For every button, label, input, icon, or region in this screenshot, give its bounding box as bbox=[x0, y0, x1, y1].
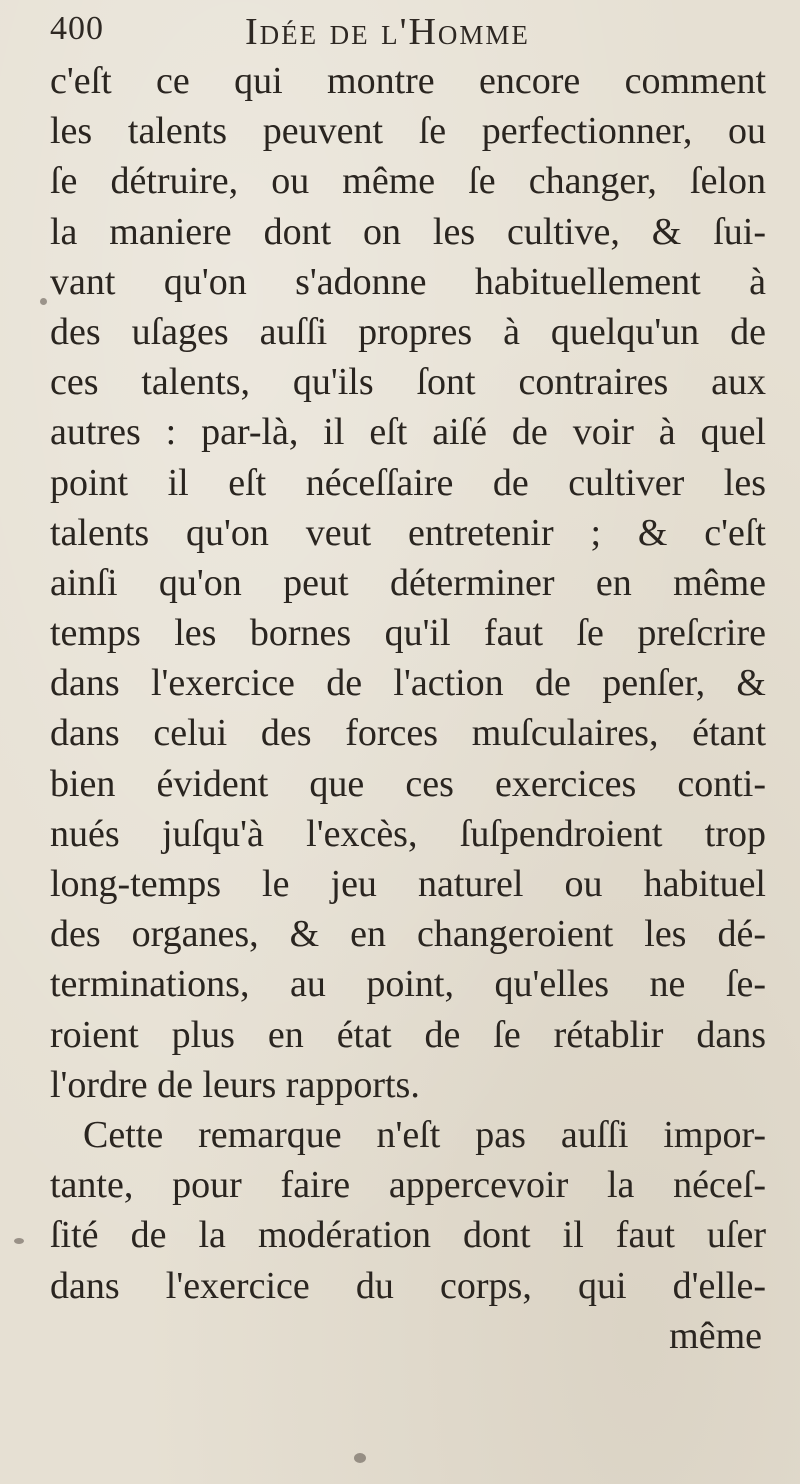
running-title: Idée de l'Homme bbox=[245, 11, 530, 53]
text-line: dans celui des forces muſculaires, étant bbox=[50, 712, 766, 755]
text-line: la maniere dont on les cultive, & ſui- bbox=[50, 210, 766, 253]
text-line: ſe détruire, ou même ſe changer, ſelon bbox=[50, 160, 766, 203]
text-line: les talents peuvent ſe perfectionner, ou bbox=[50, 110, 766, 153]
text-line: des organes, & en changeroient les dé- bbox=[50, 913, 766, 956]
running-head bbox=[50, 10, 770, 60]
text-line: autres : par-là, il eſt aiſé de voir à quel bbox=[50, 411, 766, 454]
text-line: bien évident que ces exercices conti- bbox=[50, 762, 766, 805]
text-line: c'eſt ce qui montre encore comment bbox=[50, 60, 766, 102]
catchword: même bbox=[669, 1314, 762, 1357]
text-line: point il eſt néceſſaire de cultiver les bbox=[50, 461, 766, 504]
paper-speck bbox=[40, 298, 47, 305]
text-line: tante, pour faire appercevoir la néceſ- bbox=[50, 1164, 766, 1207]
text-body bbox=[50, 56, 766, 1361]
text-line: roient plus en état de ſe rétablir dans bbox=[50, 1013, 766, 1056]
text-line: Cette remarque n'eſt pas auſſi impor- bbox=[83, 1113, 766, 1156]
text-line: long-temps le jeu naturel ou habituel bbox=[50, 863, 766, 905]
text-line: talents qu'on veut entretenir ; & c'eſt bbox=[50, 511, 766, 554]
text-line: nués juſqu'à l'excès, ſuſpendroient trop bbox=[50, 812, 766, 855]
paper-speck bbox=[14, 1238, 24, 1244]
text-line: vant qu'on s'adonne habituellement à bbox=[50, 260, 766, 303]
text-line: ces talents, qu'ils ſont contraires aux bbox=[50, 361, 766, 404]
paper-speck bbox=[354, 1453, 366, 1463]
text-line: des uſages auſſi propres à quelqu'un de bbox=[50, 310, 766, 353]
text-line: dans l'exercice de l'action de penſer, & bbox=[50, 662, 766, 705]
text-line: temps les bornes qu'il faut ſe preſcrire bbox=[50, 612, 766, 655]
page-number: 400 bbox=[50, 10, 104, 47]
text-line: dans l'exercice du corps, qui d'elle- bbox=[50, 1264, 766, 1307]
text-line: ainſi qu'on peut déterminer en même bbox=[50, 561, 766, 604]
text-line: ſité de la modération dont il faut uſer bbox=[50, 1214, 766, 1257]
text-line: terminations, au point, qu'elles ne ſe- bbox=[50, 963, 766, 1006]
text-line: l'ordre de leurs rapports. bbox=[50, 1063, 420, 1106]
